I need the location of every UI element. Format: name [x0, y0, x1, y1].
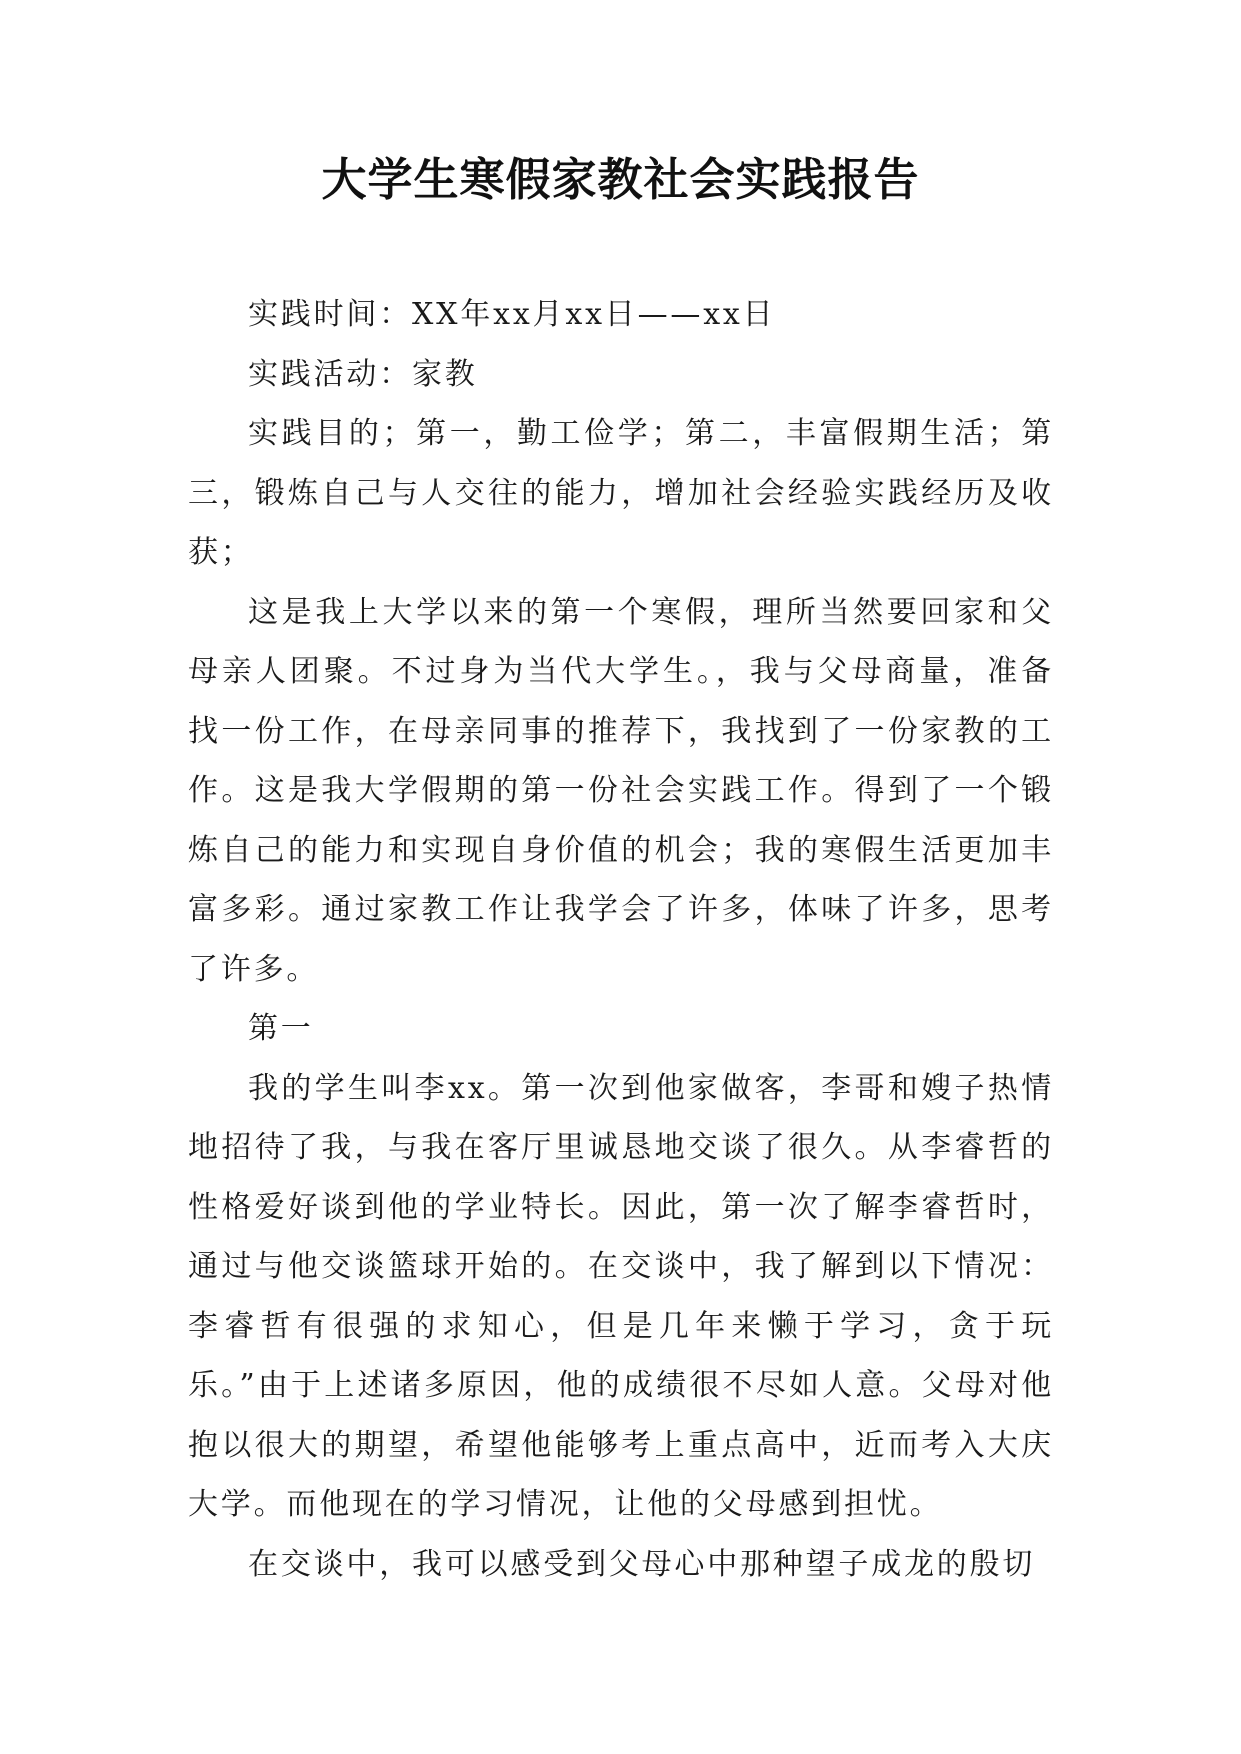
paragraph-practice-time: 实践时间：XX年xx月xx日——xx日	[248, 297, 776, 332]
document-body	[188, 285, 1054, 1594]
section-heading-first: 第一	[248, 1011, 314, 1046]
paragraph-conversation: 在交谈中，我可以感受到父母心中那种望子成龙的殷切	[248, 1546, 1036, 1582]
paragraph-practice-activity: 实践活动：家教	[248, 356, 478, 392]
paragraph-practice-purpose: 实践目的；第一，勤工俭学；第二，丰富假期生活；第三，锻炼自己与人交往的能力，增加社会经验实践经历及收获；	[188, 416, 1054, 570]
paragraph-introduction: 这是我上大学以来的第一个寒假，理所当然要回家和父母亲人团聚。不过身为当代大学生。，我与父母商量，准备找一份工作，在母亲同事的推荐下，我找到了一份家教的工作。这是我大学假期的第一份社会实践工作。得到了一个锻炼自己的能力和实现自身价值的机会；我的寒假生活更加丰富多彩。通过家教工作让我学会了许多，体味了许多，思考了许多。	[188, 594, 1054, 987]
document-title: 大学生寒假家教社会实践报告	[321, 153, 920, 206]
paragraph-student-description: 我的学生叫李xx。第一次到他家做客，李哥和嫂子热情地招待了我，与我在客厅里诚恳地交谈了很久。从李睿哲的性格爱好谈到他的学业特长。因此，第一次了解李睿哲时，通过与他交谈篮球开始的。在交谈中，我了解到以下情况：李睿哲有很强的求知心，但是几年来懒于学习，贪于玩乐。”由于上述诸多原因，他的成绩很不尽如人意。父母对他抱以很大的期望，希望他能够考上重点高中，近而考入大庆大学。而他现在的学习情况，让他的父母感到担忧。	[188, 1070, 1054, 1522]
